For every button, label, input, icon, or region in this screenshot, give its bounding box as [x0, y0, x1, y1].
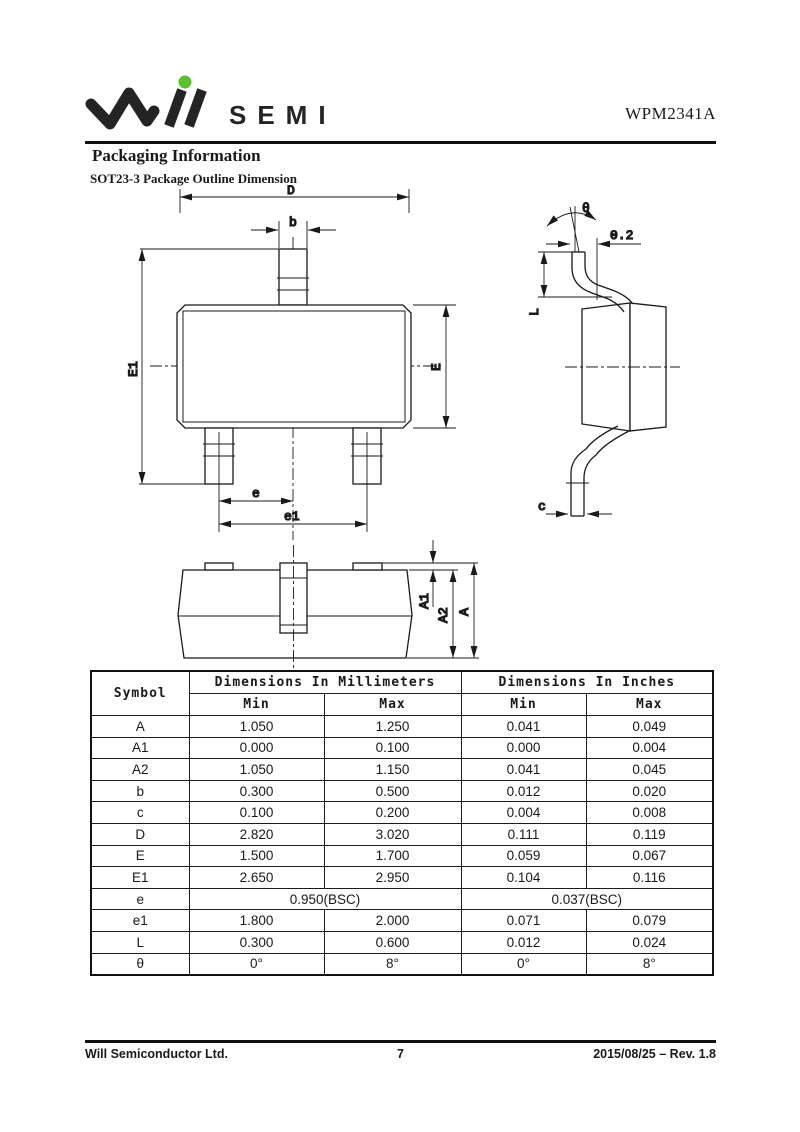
footer-revision: 2015/08/25 – Rev. 1.8 [593, 1047, 716, 1061]
table-row: c 0.100 0.200 0.004 0.008 [91, 802, 713, 824]
dimensions-table [90, 670, 714, 976]
table-row: L 0.300 0.600 0.012 0.024 [91, 931, 713, 953]
mm-header: Dimensions In Millimeters [189, 671, 461, 694]
mm-max-header: Max [324, 694, 461, 716]
table-row: E 1.500 1.700 0.059 0.067 [91, 845, 713, 867]
in-min-header: Min [461, 694, 586, 716]
table-row: A 1.050 1.250 0.041 0.049 [91, 716, 713, 738]
brand-logo [83, 74, 403, 138]
footer-page-number: 7 [397, 1047, 404, 1061]
footer-company: Will Semiconductor Ltd. [85, 1047, 228, 1061]
table-row: e1 1.800 2.000 0.071 0.079 [91, 910, 713, 932]
table-header-row [91, 671, 713, 694]
dim-label-E1: E1 [126, 361, 141, 377]
dim-label-e1: e1 [284, 509, 300, 524]
dim-label-e: e [252, 486, 260, 501]
table-row: b 0.300 0.500 0.012 0.020 [91, 780, 713, 802]
logo-w-mark [91, 93, 154, 124]
dim-label-b: b [289, 215, 297, 230]
subsection-title: SOT23-3 Package Outline Dimension [90, 171, 297, 186]
side-view [527, 201, 680, 516]
dim-label-A1: A1 [417, 593, 432, 609]
table-row: D 2.820 3.020 0.111 0.119 [91, 823, 713, 845]
top-view [126, 185, 456, 540]
package-outline-drawing [0, 185, 800, 670]
mm-min-header: Min [189, 694, 324, 716]
in-max-header: Max [586, 694, 713, 716]
dim-label-A: A [457, 608, 472, 616]
dim-label-E: E [429, 363, 444, 371]
symbol-header: Symbol [91, 671, 189, 716]
dim-label-D: D [287, 185, 295, 198]
dim-label-theta: θ [582, 201, 590, 216]
dim-label-offset: 0.2 [610, 228, 634, 243]
table-row: A1 0.000 0.100 0.000 0.004 [91, 737, 713, 759]
logo-slashes [169, 90, 202, 126]
dim-label-L: L [527, 308, 542, 316]
section-title: Packaging Information [92, 146, 261, 165]
table-row-bsc: e 0.950(BSC) 0.037(BSC) [91, 888, 713, 910]
front-view [178, 540, 479, 668]
dim-label-c: c [538, 499, 546, 514]
table-row: θ 0° 8° 0° 8° [91, 953, 713, 975]
dim-label-A2: A2 [436, 607, 451, 623]
logo-green-dot-icon [179, 76, 192, 89]
logo-semi-text: SEMI [229, 100, 337, 130]
header-rule [85, 141, 716, 144]
part-number: WPM2341A [625, 104, 716, 123]
footer-rule [85, 1040, 716, 1043]
table-row: A2 1.050 1.150 0.041 0.045 [91, 759, 713, 781]
dim-L [538, 252, 612, 297]
dim-offset [546, 238, 641, 300]
footer [85, 1047, 716, 1061]
in-header: Dimensions In Inches [461, 671, 713, 694]
table-row: E1 2.650 2.950 0.104 0.116 [91, 867, 713, 889]
